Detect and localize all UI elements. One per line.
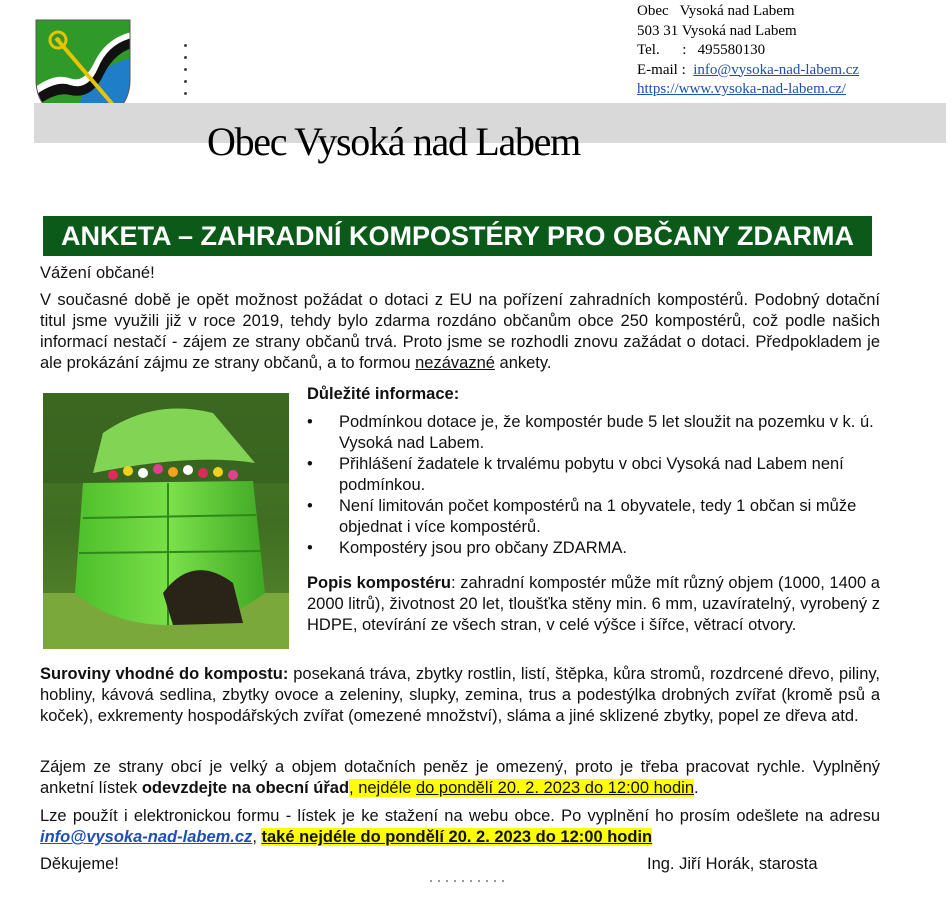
description-paragraph [307,573,880,636]
electronic-email-link[interactable]: info@vysoka-nad-labem.cz [40,828,253,846]
bullet-icon [307,412,339,433]
phone-label: Tel. [637,42,660,58]
description-label: Popis kompostéru [307,574,452,592]
list-item-text: Kompostéry jsou pro občany ZDARMA. [339,539,627,557]
page-title: Obec Vysoká nad Labem [207,119,580,164]
electronic-deadline: také nejdéle do pondělí 20. 2. 2023 do 12:00 hodin [261,828,653,846]
description-text: : zahradní kompostér může mít různý objem (1000, 1400 a 2000 litrů), životnost 20 let, tloušťka stěny min. 6 mm, uzavíratelný, vyrobený z HDPE, otevírání ze všech stran, v celé výšce i šířce, větrací otvory. [307,574,880,634]
intro-end: ankety. [494,354,552,372]
materials-paragraph [40,664,880,727]
intro-underlined: nezávazné [415,354,495,372]
signature: Ing. Jiří Horák, starosta [647,855,818,873]
materials-text: posekaná tráva, zbytky rostlin, listí, štěpka, kůra stromů, rozdrcené dřevo, piliny, hobliny, kávová sedlina, zbytky ovoce a zeleniny, slupky, zemina, trus a podestýlka drobných zvířat (kromě psů a koček), exkrementy hospodářských zvířat (omezené množství), sláma a jiné sklizené zbytky, popel ze dřeva atd. [40,665,880,725]
email-label: E-mail : [637,61,686,78]
list-item [307,412,880,454]
deadline-text: Zájem ze strany obcí je velký a objem dotačních peněz je omezený, proto je třeba pracovat rychle. Vyplněný anketní lístek [40,758,880,797]
electronic-paragraph [40,806,880,848]
electronic-text: Lze použít i elektronickou formu - lístek je ke stažení na webu obce. Po vyplnění ho prosím odešlete na adresu [40,807,880,825]
contact-web [637,80,859,100]
phone-separator: : [682,42,687,58]
bullet-icon [307,496,339,517]
contact-line1: Obec Vysoká nad Labem [637,3,795,19]
contact-block [637,2,859,100]
deadline-date: do pondělí 20. 2. 2023 do 12:00 hodin [416,779,694,797]
email-link[interactable]: info@vysoka-nad-labem.cz [693,61,860,78]
deadline-end: . [694,779,699,797]
phone-number: 495580130 [697,42,766,58]
bullet-icon [307,454,339,475]
intro-text: V současné době je opět možnost požádat o dotaci z EU na pořízení zahradních kompostérů. Podobný dotační titul jsme využili již v roce 2019, tehdy bylo zdarma rozdáno občanům obce 250 kompostérů, což podle našich informací nestačí - zájem ze strany občanů trvá. Proto jsme se rozhodli znovu zažádat o dotaci. Předpokladem je ale prokázání zájmu ze strany občanů, a to formou [40,291,880,372]
page-cut-artifact [430,880,510,882]
electronic-comma: , [252,828,262,846]
list-item [307,454,880,496]
intro-paragraph [40,290,880,374]
composter-photo [43,393,289,649]
list-item-text: Není limitován počet kompostérů na 1 obyvatele, tedy 1 občan si může objednat i více kompostérů. [339,497,857,536]
deadline-highlight: , nejdéle [349,779,416,797]
important-title: Důležité informace: [307,385,460,403]
survey-heading: ANKETA – ZAHRADNÍ KOMPOSTÉRY PRO OBČANY ZDARMA [43,216,872,256]
list-item-text: Podmínkou dotace je, že kompostér bude 5 let sloužit na pozemku v k. ú. Vysoká nad Labem. [339,413,874,452]
bullet-icon [307,538,339,559]
greeting: Vážení občané! [40,264,155,282]
website-link[interactable]: https://www.vysoka-nad-labem.cz/ [637,81,846,97]
materials-label: Suroviny vhodné do kompostu: [40,665,289,683]
list-item [307,538,880,559]
thanks-text: Děkujeme! [40,855,119,873]
deadline-paragraph [40,757,880,799]
list-item [307,496,880,538]
important-section [307,384,880,559]
contact-email [637,61,859,81]
list-item-text: Přihlášení žadatele k trvalému pobytu v obci Vysoká nad Labem není podmínkou. [339,455,844,494]
deadline-bold: odevzdejte na obecní úřad [141,779,350,797]
contact-phone [637,41,859,61]
contact-line2: 503 31 Vysoká nad Labem [637,22,797,39]
important-list [307,412,880,559]
